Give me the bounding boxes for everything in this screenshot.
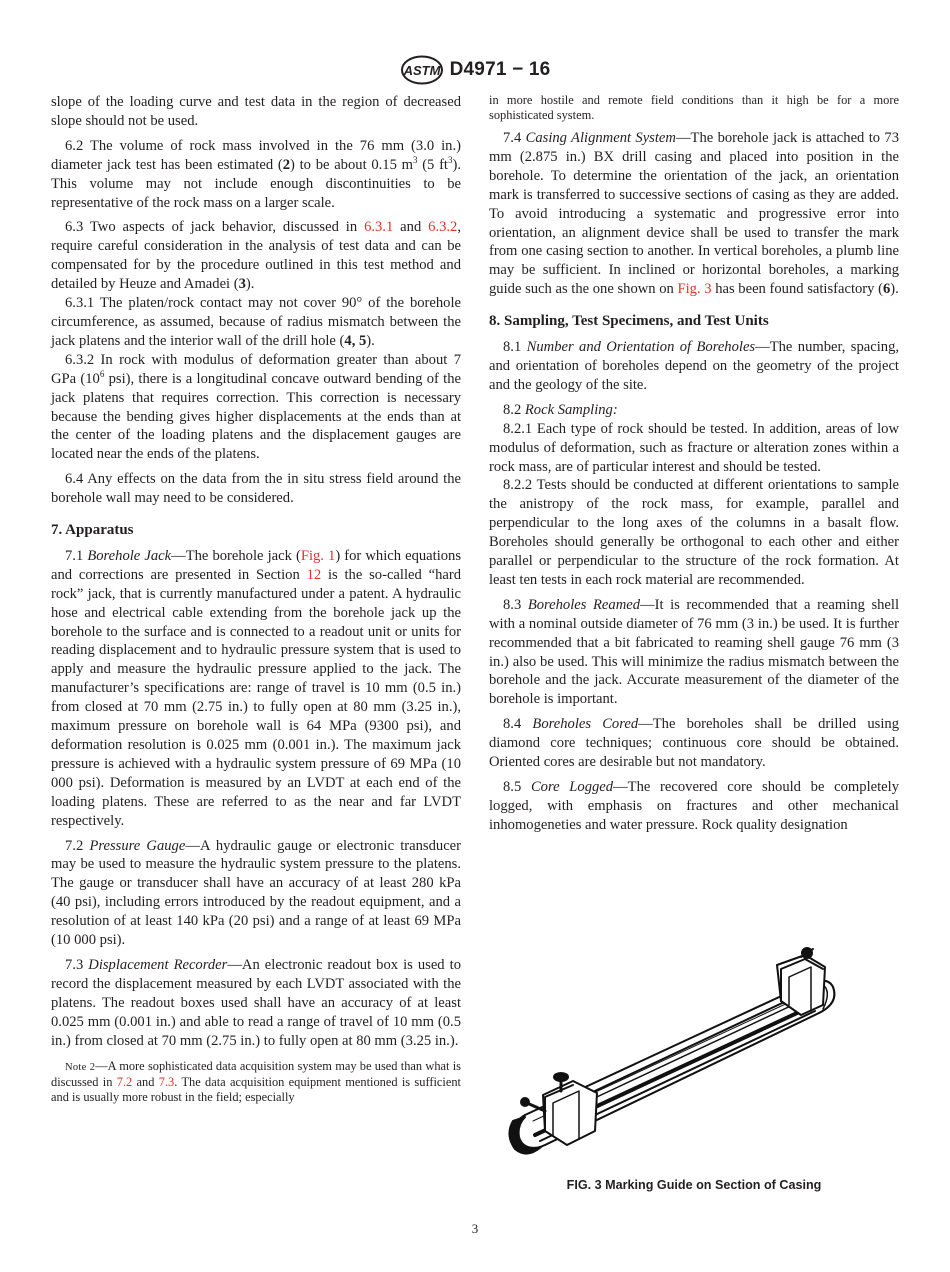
reference-2[interactable]: 2 [282,156,291,173]
paragraph-8-1: 8.1 Number and Orientation of Boreholes—The number, spacing, and orientation of boreholes depend on the geometry of the project and the geology of the site. [489,339,900,393]
figure-3 [489,945,899,1170]
paragraph-8-2-2: 8.2.2 Tests should be conducted at different orientations to sample the anistropy of the rock mass, for example, parallel and perpendicular to the long axes of the columns in a basalt flow. Boreholes should generally be orthogonal to each other and either parallel or perpendicular to the structure of the rock formation. At least ten tests in each rock material are recommended. [489,477,899,588]
astm-logo-icon [400,55,444,85]
paragraph-6-3-1: 6.3.1 The platen/rock contact may not cover 90° of the borehole circumference, as assumed, because of radius mismatch between the jack platens and the interior wall of the drill hole (4, 5). [51,295,461,349]
reference-6[interactable]: 6 [882,281,891,298]
document-code: D4971 − 16 [449,59,551,80]
left-column [51,93,461,1105]
link-fig-1[interactable]: Fig. 1 [300,547,336,564]
page-number: 3 [471,1221,479,1236]
paragraph-6-4: 6.4 Any effects on the data from the in situ stress field around the borehole wall may need to be considered. [51,471,461,507]
paragraph-6-2: 6.2 The volume of rock mass involved in the 76 mm (3.0 in.) diameter jack test has been estimated (2) to be about 0.15 $m^3$ (5 $ft^3$). This volume may not include enough discontinuities to be representative of the rock mass on a larger scale. [51,137,461,211]
note-2-continuation: in more hostile and remote field conditions than it high be for a more sophisticated system. [489,93,899,122]
marking-guide-casing-illustration [505,945,865,1170]
right-column [489,93,899,841]
paragraph-8-2-1: 8.2.1 Each type of rock should be tested. In addition, areas of low modulus of deformation, such as fracture or alteration zones within a rock mass, are of particular interest and should be tested. [489,420,899,475]
paragraph-7-3: 7.3 Displacement Recorder—An electronic readout box is used to record the displacement measured by each LVDT associated with the platens. The readout boxes used shall have an accuracy of at least 0.025 mm (0.001 in.) and able to read a range of travel of 10 mm (0.5 in.) from closed at 70 mm (2.75 in.) to fully open at 80 mm (3.25 in.). [51,956,461,1049]
figure-caption: FIG. 3 Marking Guide on Section of Casing [566,1178,822,1192]
link-fig-3[interactable]: Fig. 3 [677,281,712,298]
paragraph-8-2: 8.2 Rock Sampling: [503,401,618,418]
paragraph-continuation: slope of the loading curve and test data in the region of decreased slope should not be used. [51,94,461,129]
link-7-2[interactable]: 7.2 [116,1074,133,1089]
paragraph-7-2: 7.2 Pressure Gauge—A hydraulic gauge or electronic transducer may be used to measure the hydraulic system pressure to the platens. The gauge or transducer shall have an accuracy of at least 280 kPa (40 psi), including errors introduced by the readout equipment, and a resolution of at least 140 kPa (20 psi) and a range of at least 69 MPa (10 000 psi). [51,837,462,949]
paragraph-6-3-2: 6.3.2 In rock with modulus of deformation greater than about 7 GPa ($10^6$ psi), there is a longitudinal concave outward bending of the jack platens that requires correction. This correction is necessary because the bending gives higher displacements at the ends than at the center of the loading platens and the displacement gauges are located near the ends of the platens. [51,351,461,463]
link-6-3-1[interactable]: 6.3.1 [364,219,394,236]
paragraph-8-3: 8.3 Boreholes Reamed—It is recommended that a reaming shell with a nominal outside diameter of 76 mm (3 in.) be used. It is further recommended that a bit fabricated to reaming shell gauge 76 mm (3 in.) also be used. This will minimize the radius mismatch between the borehole and the jack. Accurate measurement of the diameter of the borehole is important. [489,596,900,708]
paragraph-7-4: 7.4 Casing Alignment System—The borehole jack is attached to 73 mm (2.875 in.) BX drill casing and placed into position in the borehole. To determine the orientation of the jack, an orientation mark is transferred to successive sections of casing as they are added. To avoid introducing a systematic and progressive error into orientation, an alignment device shall be used to transfer the mark from one casing section to another. In vertical boreholes, a plumb line may be sufficient. In inclined or horizontal boreholes, a marking guide such as the one shown on Fig. 3 has been found satisfactory (6). [489,130,900,298]
note-2: Note 2—A more sophisticated data acquisition system may be used than what is discussed in 7.2 and 7.3. The data acquisition equipment mentioned is sufficient and is usually more robust in the field; especially [51,1058,462,1104]
link-6-3-2[interactable]: 6.3.2 [428,219,458,236]
paragraph-7-1: 7.1 Borehole Jack—The borehole jack (Fig. 1) for which equations and corrections are presented in Section 12 is the so-called “hard rock” jack, that is currently manufactured under a patent. A hydraulic hose and electrical cable extending from the borehole jack up the borehole to the surface and is connected to a readout unit or units for reading displacement and to hydraulic pressure system that is used to apply and measure the hydraulic pressure applied to the jack. The manufacturer’s specifications are: range of travel is 10 mm (0.5 in.) from closed at 70 mm (2.75 in.) to fully open at 80 mm (3.25 in.), maximum pressure on borehole wall is 64 MPa (9300 psi), and deformation resolution is 0.025 mm (0.001 in.). The maximum jack pressure is achieved with a hydraulic system pressure of 69 MPa (10 000 psi). Deformation is measured by an LVDT at each end of the loading platens. These are referred to as the near and far LVDT respectively. [51,547,462,829]
page-header [0,55,950,85]
paragraph-6-3: 6.3 Two aspects of jack behavior, discussed in 6.3.1 and 6.3.2, require careful consideration in the analysis of test data and can be compensated for by the procedure outlined in this test method and detailed by Heuze and Amadei (3). [51,219,461,293]
section-heading-7: 7. Apparatus [51,522,134,539]
reference-5[interactable]: 5 [359,332,367,349]
link-section-12[interactable]: 12 [306,566,322,583]
link-7-3[interactable]: 7.3 [158,1074,175,1089]
paragraph-8-5: 8.5 Core Logged—The recovered core should be completely logged, with emphasis on fractures and other mechanical inhomogeneties and water pressure. Rock quality designation [489,779,899,833]
reference-4[interactable]: 4 [344,332,352,349]
section-heading-8: 8. Sampling, Test Specimens, and Test Units [489,313,769,330]
paragraph-8-4: 8.4 Boreholes Cored—The boreholes shall be drilled using diamond core techniques; continuous core should be obtained. Oriented cores are desirable but not mandatory. [489,716,899,771]
reference-3[interactable]: 3 [238,276,246,293]
svg-text:ASTM: ASTM [403,63,441,78]
